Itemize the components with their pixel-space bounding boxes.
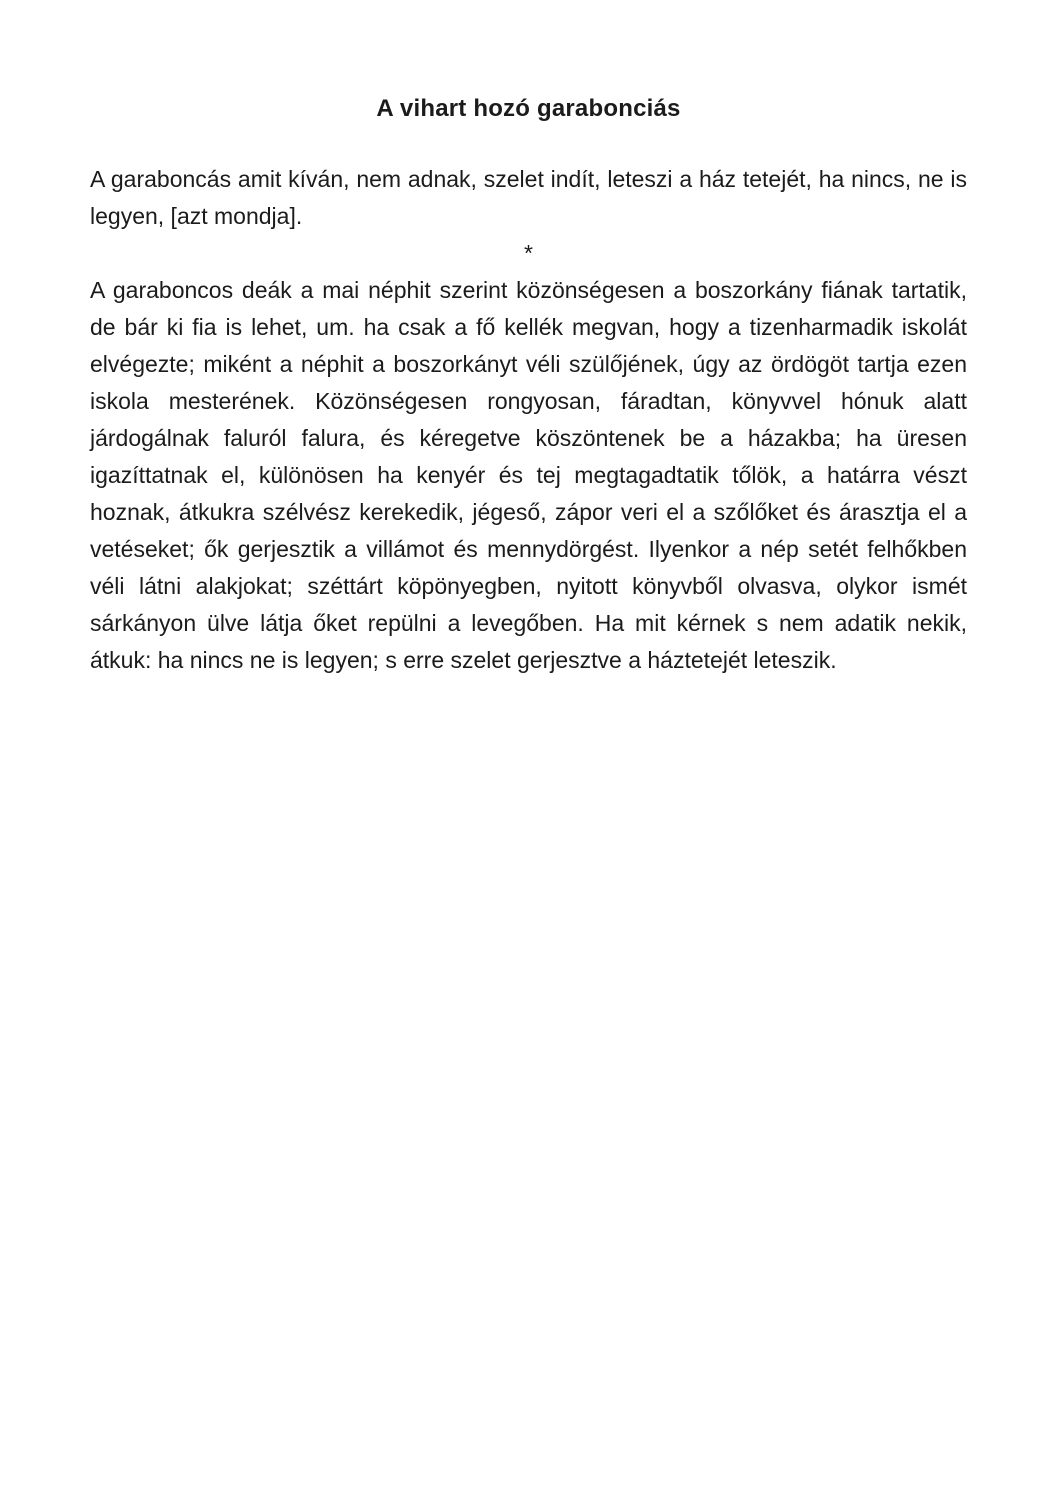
page-title: A vihart hozó garabonciás [376,95,681,122]
asterisk-separator: * [524,240,533,266]
intro-paragraph: A garaboncás amit kíván, nem adnak, szelet indít, leteszi a ház tetejét, ha nincs, ne is legyen, [azt mondja]. [90,166,967,229]
body-paragraph: A garaboncos deák a mai néphit szerint közönségesen a boszorkány fiának tartatik, de bár ki fia is lehet, um. ha csak a fő kellék megvan, hogy a tizenharmadik iskolát elvégezte; miként a néphit a boszorkányt véli szülőjének, úgy az ördögöt tartja ezen iskola mesterének. Közönségesen rongyosan, fáradtan, könyvvel hónuk alatt járdogálnak faluról falura, és kéregetve köszöntenek be a házakba; ha üresen igazíttatnak el, különösen ha kenyér és tej megtagadtatik tőlök, a határra vészt hoznak, átkukra szélvész kerekedik, jégeső, zápor veri el a szőlőket és árasztja el a vetéseket; ők gerjesztik a villámot és mennydörgést. Ilyenkor a nép setét felhőkben véli látni alakjokat; széttárt köpönyegben, nyitott könyvből olvasva, olykor ismét sárkányon ülve látja őket repülni a levegőben. Ha mit kérnek s nem adatik nekik, átkuk: ha nincs ne is legyen; s erre szelet gerjesztve a háztetejét leteszik. [90,277,967,673]
